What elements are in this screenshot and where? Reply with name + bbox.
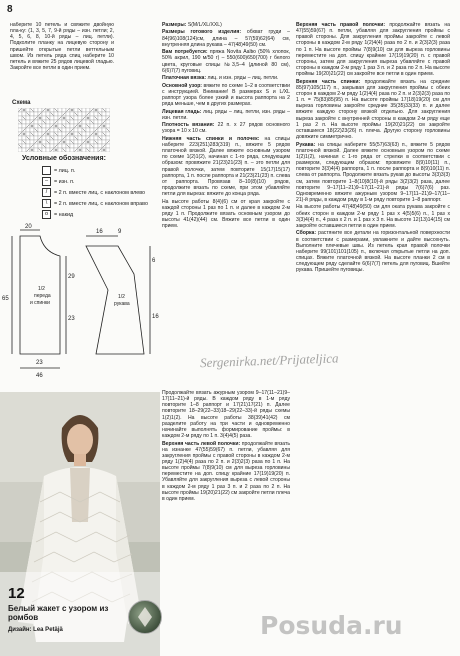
- chart-cell: [106, 112, 110, 116]
- instruction-paragraph: [296, 22, 450, 77]
- legend-item: [42, 166, 75, 175]
- watermark-center: Sergenirka.net/Prijateljica: [199, 350, 339, 371]
- paragraph-heading: Размеры готового изделия:: [162, 29, 247, 36]
- chart-cell: [50, 128, 54, 132]
- chart-cell: [38, 116, 42, 120]
- dim-bottom-left: 23: [36, 360, 43, 366]
- chart-cell: [98, 116, 102, 120]
- paragraph-text: вяжите по схеме 1–2 в соответствии с инструкцией. Вниманиe! В размерах S и L/XL раппорт узора более узкий и высота раппорта на 2 ряда меньше, чем в других размерах.: [162, 82, 290, 108]
- chart-cell: [78, 116, 82, 120]
- chart-cell: [58, 112, 62, 116]
- chart-cell: [50, 108, 54, 112]
- paragraph-heading: Нижняя часть спинки и полочек:: [162, 135, 265, 142]
- instruction-paragraph: [296, 79, 450, 141]
- chart-cell: [74, 128, 78, 132]
- chart-cell: [94, 144, 98, 148]
- chart-cell: [54, 124, 58, 128]
- chart-cell: [38, 132, 42, 136]
- chart-cell: [54, 112, 58, 116]
- chart-cell: [66, 148, 70, 152]
- chart-cell: [26, 108, 30, 112]
- chart-cell: [66, 116, 70, 120]
- paragraph-text: лиц. и изн. ряды – лиц. петли.: [207, 75, 279, 82]
- instruction-paragraph: [162, 390, 290, 439]
- chart-cell: [58, 136, 62, 140]
- chart-cell: [18, 136, 22, 140]
- chart-cell: [22, 124, 26, 128]
- chart-cell: [18, 140, 22, 144]
- paragraph-text: растяните все детали на горизонтальной поверхности в соответствии с размерами, увлажните и дайте высохнуть. Выполните плечевые швы. Из петель края правой полочки наберите 99(101)101(105) п., включая открытые петли на доп. спицах. Вяжите платочной вязкой. На высоте планки 2 см в следующем ряду сделайте 6(6)7(7) петель для пуговиц. Вшейте рукава. Пришейте пуговицы.: [296, 230, 450, 274]
- chart-cell: [102, 148, 106, 152]
- chart-cell: [66, 112, 70, 116]
- chart-cell: [70, 144, 74, 148]
- body-label-a: 1/2: [38, 286, 45, 292]
- paragraph-text: обхват груди – 84(96)108(124)см, длина – 57(59)62(64) см, внутренняя длина рукава – 47(48)49(50) см.: [162, 29, 290, 48]
- legend-text: = 2 п. вместе лиц. с наклоном вправо: [54, 200, 148, 207]
- chart-cell: [22, 112, 26, 116]
- chart-cell: [38, 140, 42, 144]
- chart-cell: [50, 132, 54, 136]
- chart-cell: [94, 120, 98, 124]
- paragraph-text: пряжа Novita Aaltю (50% хлопок, 50% акрил, 190 м/50 г) – 550(600)650(700) г белого цвета, круговые спицы №3,5–4 (длиной 80 см), 6(6)7(7) пуговиц.: [162, 49, 290, 74]
- dim-right-6: 6: [152, 258, 156, 264]
- paragraph-text: продолжайте вязать на 47(55)59(67) п. петли, убавляя для закругления проймы с правой стороны. Для закругления проймы закройте с левой стороны в каждом 2-м ряду 1(2)4(4) раза по 2 п. и 2(3)2(3) раза по 1 п. На высоте проймы 7(8)9(10) см для выреза горловины переместите на доп. спицу крайние 17(19)19(20) п. с правой стороны, затем для закругления выреза убавляйте с правой стороны в каждом 2-м ряду 1 раз 3 п. и 2 раза по 2 п. На высоте проймы 19(20)21(22) см закройте все петли в один прием.: [296, 22, 450, 78]
- chart-cell: [78, 136, 82, 140]
- chart-cell: [66, 124, 70, 128]
- chart-cell: [106, 144, 110, 148]
- chart-cell: [22, 132, 26, 136]
- chart-cell: [30, 148, 34, 152]
- chart-cell: [98, 128, 102, 132]
- paragraph-text: S(M/L/XL/XXL): [187, 22, 222, 28]
- legend-item: [42, 199, 148, 208]
- page-number: 8: [7, 4, 13, 15]
- chart-cell: [94, 148, 98, 152]
- chart-cell: [90, 112, 94, 116]
- chart-cell: [42, 136, 46, 140]
- chart-cell: [22, 120, 26, 124]
- chart-cell: [42, 148, 46, 152]
- chart-cell: [46, 144, 50, 148]
- model-number: 12: [8, 585, 25, 602]
- chart-cell: [86, 144, 90, 148]
- chart-cell: [18, 112, 22, 116]
- detail-thumbnail: [128, 600, 162, 634]
- chart-cell: [66, 136, 70, 140]
- chart-cell: [22, 108, 26, 112]
- chart-cell: [74, 120, 78, 124]
- chart-cell: [78, 124, 82, 128]
- chart-cell: [70, 108, 74, 112]
- chart-cell: [102, 116, 106, 120]
- paragraph-heading: Верхняя часть спинки:: [296, 78, 365, 85]
- chart-cell: [62, 116, 66, 120]
- chart-cell: [42, 112, 46, 116]
- chart-cell: [30, 136, 34, 140]
- chart-cell: [38, 128, 42, 132]
- chart-cell: [94, 112, 98, 116]
- purl-symbol-icon: –: [42, 177, 51, 186]
- legend-item: [42, 188, 145, 197]
- chart-cell: [42, 140, 46, 144]
- chart-cell: [62, 128, 66, 132]
- chart-cell: [70, 132, 74, 136]
- paragraph-heading: Верхняя часть левой полочки:: [162, 440, 242, 447]
- instruction-paragraph: [296, 142, 450, 204]
- chart-cell: [42, 116, 46, 120]
- dim-right-23: 23: [68, 316, 75, 322]
- chart-cell: [26, 120, 30, 124]
- chart-cell: [102, 128, 106, 132]
- paragraph-heading: Вам потребуется:: [162, 49, 210, 56]
- chart-cell: [54, 128, 58, 132]
- dim-top-mid: 16: [96, 229, 103, 235]
- chart-cell: [86, 116, 90, 120]
- chart-cell: [46, 124, 50, 128]
- chart-cell: [70, 120, 74, 124]
- instructions-column-2: [162, 22, 290, 378]
- legend-title: Условные обозначения:: [22, 155, 106, 162]
- chart-cell: [98, 144, 102, 148]
- chart-cell: [70, 124, 74, 128]
- sleeve-outline: [86, 246, 144, 354]
- chart-cell: [78, 140, 82, 144]
- chart-cell: [54, 136, 58, 140]
- chart-cell: [74, 108, 78, 112]
- instruction-paragraph: [162, 136, 290, 198]
- chart-cell: [62, 144, 66, 148]
- paragraph-heading: Рукава:: [296, 141, 319, 148]
- chart-cell: [86, 132, 90, 136]
- chart-cell: [70, 148, 74, 152]
- chart-cell: [74, 132, 78, 136]
- chart-cell: [58, 120, 62, 124]
- paragraph-text: продолжайте вязать на изнанке 47(55)59(67) п. петли, убавляя для закругления проймы с правой стороны в каждом 2-м ряду 1(2)4(4) раза по 2 п. и 2(3)2(3) раза по 1 п. На высоте проймы 7(8)9(10) см для выреза горловины переместите на доп. спицу крайние 17(19)19(20) п. Убавляйте для закругления выреза с левой стороны в каждом 2-м ряду 1 раз 3 п. и 2 раза по 2 п. На высоте проймы 19(20)21(22) см закройте петли плеча в один прием.: [162, 440, 290, 502]
- paragraph-text: На высоте работы 47(48)49(50) см для оката рукава закройте с обеих сторон в каждом 2-м ряду 1 раз x 4(5)5(6) п., 1 раз x 3(3)4(4) п., 4 раза x 2 п. и 1 раз x 3 п. На высоте 12(13)14(15) см закройте оставшиеся петли в один прием.: [296, 204, 450, 229]
- instruction-paragraph: [296, 204, 450, 229]
- chart-cell: [38, 144, 42, 148]
- chart-cell: [66, 140, 70, 144]
- chart-cell: [26, 128, 30, 132]
- paragraph-text: 22 п. x 27 рядов основного узора = 10 x 10 см.: [162, 122, 290, 135]
- chart-cell: [46, 136, 50, 140]
- chart-cell: [106, 132, 110, 136]
- legend-text: = лиц. п.: [54, 167, 76, 174]
- chart-cell: [26, 144, 30, 148]
- chart-cell: [82, 144, 86, 148]
- paragraph-text: на спицы наберите 223(251)283(319) п., вяжите 5 рядов платочной вязкой. Далее вяжите основным узором по схеме 1(2)1(2), начиная с 1-го ряда, следующим образом: провяжите 21(23)21(23) п. – это петли для правой полочки, затем повторите 15(17)15(17) раппорта, 1 п. после раппорта и 21(23)21(23) п. слева от раппорта. Провязав 8–10(8)(10) рядов, продолжите вязать по схеме, при этом убавляйте петли для выреза: вяжите до конца ряда.: [162, 135, 290, 198]
- chart-cell: [90, 124, 94, 128]
- chart-cell: [50, 120, 54, 124]
- instruction-paragraph: [162, 75, 290, 81]
- chart-cell: [78, 128, 82, 132]
- chart-cell: [58, 144, 62, 148]
- chart-cell: [102, 140, 106, 144]
- chart-cell: [98, 108, 102, 112]
- dim-top-right: 9: [118, 229, 122, 235]
- knit-symbol-icon: [42, 166, 51, 175]
- chart-cell: [94, 124, 98, 128]
- chart-cell: [58, 132, 62, 136]
- chart-cell: [82, 112, 86, 116]
- chart-cell: [22, 144, 26, 148]
- yarn-over-icon: o: [42, 210, 51, 219]
- chart-cell: [18, 116, 22, 120]
- chart-cell: [106, 120, 110, 124]
- chart-cell: [34, 148, 38, 152]
- chart-cell: [102, 124, 106, 128]
- instruction-paragraph: [162, 83, 290, 108]
- intro-text: наберите 10 петель и свяжите двойную пла-ку: (1, 3, 5, 7, 9-й ряды – изн. петли; 2, 4, 5, 6, 8, 10-й ряды – лиц. петли). Подколите планку на лицевую сторону и пришейте открытые петли веттельным швом. Из петель ряда спиц наберите 10 петель и вяжите 25 рядов лицевой гладью. Закройте все петли в один прием.: [10, 22, 114, 72]
- legend-text: = накид: [54, 211, 74, 218]
- sleeve-label-a: 1/2: [118, 294, 125, 300]
- chart-cell: [74, 140, 78, 144]
- chart-cell: [98, 120, 102, 124]
- paragraph-text: продолжайте вязать на средние 85(97)105(117) п., закрывая для закругления проймы с обеих сторон в каждом 2-м ряду 1(2)4(4) раза по 2 п. и 2(3)2(3) раза по 1 п. = 75(83)85(95) п. На высоте проймы 17(18)19(20) см для выреза горловины закройте средние 35(35)33(33) п. и далее вяжите каждую сторону вязкой отдельно. Для закругления выреза закройте с внутренней стороны в каждом 2-м ряду еще 1 раз 2 п. На высоте проймы 19(20)21(22) см закройте оставшиеся 18(22)23(26) п. плеча. Другую сторону горловины довяжите симметрично.: [296, 78, 450, 141]
- chart-cell: [50, 144, 54, 148]
- knitting-chart: [18, 108, 110, 152]
- chart-cell: [82, 124, 86, 128]
- dim-left-height: 65: [2, 296, 9, 302]
- chart-cell: [106, 108, 110, 112]
- dim-top-left: 20: [25, 224, 32, 230]
- chart-cell: [98, 132, 102, 136]
- chart-cell: [46, 120, 50, 124]
- chart-cell: [26, 132, 30, 136]
- instruction-paragraph: [296, 230, 450, 273]
- dim-right-29: 29: [68, 274, 75, 280]
- chart-cell: [62, 140, 66, 144]
- chart-cell: [34, 124, 38, 128]
- instruction-paragraph: [162, 22, 290, 28]
- chart-cell: [82, 108, 86, 112]
- chart-cell: [66, 128, 70, 132]
- chart-cell: [86, 108, 90, 112]
- instructions-column-4: [296, 22, 450, 652]
- scheme-title: Схема: [12, 100, 31, 106]
- chart-cell: [30, 116, 34, 120]
- chart-cell: [54, 140, 58, 144]
- body-label-c: и спинки: [30, 300, 50, 306]
- chart-cell: [90, 140, 94, 144]
- chart-cell: [86, 120, 90, 124]
- paragraph-text: Продолжайте вязать ажурным узором 9–17(11–21)9–17(11–21)-й ряды. В каждом ряду в 1-м ряду повторите 1–8 раппорт и 17(21)17(21) п. Далее повторите 18–29(22–33)18–29(22–33)-й ряды схемы 1(2)1(2). На высоте работы 38(39)41(42) см разделите работу на три части и одновременно начинайте выполнять формирование проймы: в каждом 2-м ряду по 1 п. 3(4)4(5) раза.: [162, 390, 290, 440]
- designer-credit: Дизайн: Lea Petäjä: [8, 627, 63, 633]
- chart-cell: [106, 148, 110, 152]
- chart-cell: [94, 136, 98, 140]
- paragraph-text: На высоте работы 8(4)(6) см от края закройте с каждой стороны 1 раз по 1 п. и далее в каждом 2-м ряду 1 п. Продолжите вязать основным узором до высоты 41(42)(44) см. Вяжите все петли в один прием.: [162, 198, 290, 230]
- chart-cell: [42, 124, 46, 128]
- paragraph-text: лиц. ряды – лиц. петли, изн. ряды – изн. петли.: [162, 108, 290, 121]
- chart-cell: [62, 132, 66, 136]
- paragraph-text: на спицы наберите 55(57)63(63) п., вяжите 5 рядов платочной вязкой. Далее вяжите основным узором по схеме 1(2)1(2), начиная с 1-го ряда от стрелки в соответствии с размером, следующим образом: провяжите 8(9)10(11) п., повторите 3(3)4(4) раппорта, 1 п. после раппорта и 8(9)10(11) п. слева от раппорта. Продолжите вязать рукав до высоты 3(3)3(3) см, затем повторите 1–8(10)8(10)-й ряды 3(2)3(2) раза, далее повторите 9–17(11–21)9–17(11–21)-й ряды 7(6)7(6) раз. Одновременно вяжите ажурным узором 9–17(11–21)9–17(11–21)-й ряды, в каждом ряду в 1-м ряду повторите 1–8 раппорт.: [296, 141, 450, 203]
- chart-cell: [90, 136, 94, 140]
- chart-cell: [90, 148, 94, 152]
- legend-text: = изн. п.: [54, 178, 75, 185]
- chart-cell: [82, 148, 86, 152]
- chart-cell: [22, 148, 26, 152]
- instruction-paragraph: [162, 109, 290, 121]
- chart-cell: [46, 148, 50, 152]
- instruction-paragraph: [162, 49, 290, 74]
- watermark-bottom: Posuda.ru: [260, 611, 403, 640]
- chart-cell: [74, 144, 78, 148]
- chart-cell: [62, 108, 66, 112]
- chart-cell: [106, 136, 110, 140]
- chart-cell: [82, 136, 86, 140]
- legend-text: = 2 п. вместе лиц. с наклоном влево: [54, 189, 146, 196]
- instruction-paragraph: [162, 441, 290, 503]
- decrease-right-icon: \: [42, 199, 51, 208]
- chart-cell: [54, 116, 58, 120]
- chart-cell: [94, 132, 98, 136]
- chart-cell: [78, 112, 82, 116]
- chart-cell: [30, 112, 34, 116]
- paragraph-heading: Плотность вязания:: [162, 122, 218, 129]
- paragraph-heading: Основной узор:: [162, 82, 204, 89]
- chart-cell: [42, 128, 46, 132]
- paragraph-heading: Платочная вязка:: [162, 75, 208, 82]
- chart-cell: [30, 128, 34, 132]
- chart-cell: [22, 136, 26, 140]
- chart-cell: [58, 108, 62, 112]
- paragraph-heading: Размеры:: [162, 22, 188, 28]
- chart-cell: [86, 140, 90, 144]
- chart-cell: [26, 116, 30, 120]
- model-title: Белый жакет с узором из ромбов: [8, 604, 109, 622]
- chart-cell: [46, 108, 50, 112]
- chart-cell: [30, 140, 34, 144]
- sleeve-label-b: рукава: [114, 301, 130, 307]
- chart-cell: [74, 116, 78, 120]
- paragraph-heading: Сборка:: [296, 230, 319, 237]
- instruction-paragraph: [162, 122, 290, 134]
- garment-pattern-diagram: [0, 222, 160, 392]
- chart-cell: [90, 116, 94, 120]
- chart-cell: [26, 140, 30, 144]
- chart-cell: [90, 128, 94, 132]
- chart-cell: [18, 148, 22, 152]
- chart-cell: [34, 108, 38, 112]
- chart-cell: [18, 124, 22, 128]
- chart-cell: [82, 132, 86, 136]
- chart-cell: [38, 120, 42, 124]
- instruction-paragraph: [162, 29, 290, 47]
- dim-right-16: 16: [152, 314, 159, 320]
- decrease-left-icon: /: [42, 188, 51, 197]
- chart-cell: [46, 112, 50, 116]
- legend-item: [42, 210, 73, 219]
- chart-cell: [82, 120, 86, 124]
- instruction-paragraph: [162, 199, 290, 230]
- chart-cell: [34, 136, 38, 140]
- chart-cell: [70, 136, 74, 140]
- chart-cell: [58, 148, 62, 152]
- chart-cell: [54, 148, 58, 152]
- paragraph-heading: Верхняя часть правой полочки:: [296, 22, 390, 28]
- body-label-b: переда: [34, 293, 51, 299]
- chart-cell: [78, 148, 82, 152]
- chart-cell: [102, 112, 106, 116]
- chart-cell: [50, 116, 54, 120]
- legend-item: [42, 177, 75, 186]
- chart-cell: [94, 108, 98, 112]
- chart-cell: [98, 140, 102, 144]
- chart-cell: [34, 120, 38, 124]
- chart-cell: [62, 120, 66, 124]
- chart-cell: [30, 124, 34, 128]
- chart-cell: [34, 112, 38, 116]
- chart-cell: [106, 124, 110, 128]
- paragraph-heading: Лицевая гладь:: [162, 108, 204, 115]
- chart-cell: [34, 144, 38, 148]
- chart-cell: [18, 128, 22, 132]
- chart-cell: [46, 132, 50, 136]
- chart-cell: [102, 136, 106, 140]
- chart-cell: [58, 124, 62, 128]
- chart-cell: [70, 112, 74, 116]
- chart-cell: [38, 108, 42, 112]
- dim-bottom: 46: [36, 373, 43, 379]
- chart-cell: [34, 132, 38, 136]
- chart-cell: [50, 140, 54, 144]
- chart-cell: [86, 128, 90, 132]
- intro-column: [10, 22, 114, 98]
